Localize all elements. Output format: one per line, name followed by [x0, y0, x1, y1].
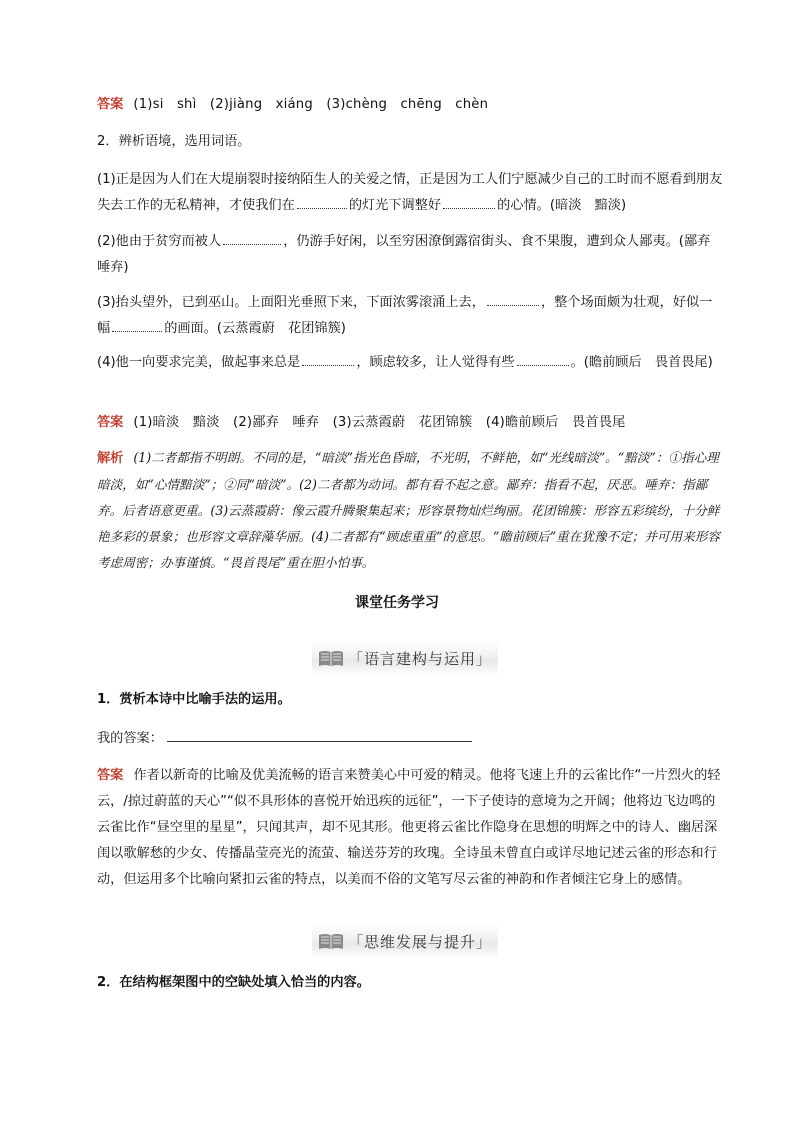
answer-text: (1)暗淡 黯淡 (2)鄙弃 唾弃 (3)云蒸霞蔚 花团锦簇 (4)瞻前顾后 畏首畏尾 — [133, 415, 626, 430]
banner-text: 「语言建构与运用」 — [347, 649, 492, 668]
analysis-text: (1)二者都指不明朗。不同的是，“暗淡”指光色昏暗，不光明，不鲜艳，如“光线暗淡”。“黯淡”：①指心理暗淡，如“心情黯淡”；②同“暗淡”。(2)二者都为动词。都有看不起之意。鄙弃：指看不起，厌恶。唾弃：指鄙弃。后者语意更重。(3)云蒸霞蔚：像云霞升腾聚集起来；形容景物灿烂绚丽。花团锦簇：形容五彩缤纷，十分鲜艳多彩的景象；也形容文章辞藻华丽。(4)二者都有“顾虑重重”的意思。“瞻前顾后”重在犹豫不定；并可用来形容考虑周密；办事谨慎。“畏首畏尾”重在胆小怕事。 — [97, 450, 720, 570]
item-text: 的灯光下调整好 — [348, 198, 442, 213]
answer-tag: 答案 — [97, 415, 124, 430]
question-2-item-4 — [97, 350, 723, 376]
item-text: 。(瞻前顾后 畏首畏尾) — [570, 355, 713, 370]
item-text: ，整个场面颇为壮观，好似一幅 — [97, 295, 713, 336]
item-text: ，仍游手好闲，以至穷困潦倒露宿街头、食不果腹，遭到众人鄙夷。(鄙弃 唾弃) — [97, 234, 724, 275]
analysis — [97, 445, 723, 576]
fill-blank[interactable] — [517, 351, 569, 366]
fill-blank[interactable] — [297, 194, 347, 209]
item-text: ，顾虑较多，让人觉得有些 — [356, 355, 515, 370]
my-answer-label: 我的答案： — [97, 731, 163, 746]
item-text: (4)他一向要求完美，做起事来总是 — [97, 355, 301, 370]
task-2-title: 2．在结构框架图中的空缺处填入恰当的内容。 — [97, 975, 370, 990]
fill-blank[interactable] — [223, 230, 281, 245]
task-1-title: 1．赏析本诗中比喻手法的运用。 — [97, 692, 291, 707]
section-banner-thinking — [312, 924, 498, 958]
fill-blank[interactable] — [443, 194, 495, 209]
answer-text: 作者以新奇的比喻及优美流畅的语言来赞美心中可爱的精灵。他将飞速上升的云雀比作“一片烈火的轻云，/掠过蔚蓝的天心”“似不具形体的喜悦开始迅疾的远征”，一下子使诗的意境为之开阔；他将边飞边鸣的云雀比作“昼空里的星星”，只闻其声，却不见其形。他更将云雀比作隐身在思想的明辉之中的诗人、幽居深闺以歌解愁的少女、传播晶莹亮光的流萤、输送芬芳的玫瑰。全诗虽未曾直白或详尽地记述云雀的形态和行动，但运用多个比喻向紧扣云雀的特点，以美而不俗的文笔写尽云雀的神韵和作者倾注它身上的感情。 — [97, 768, 721, 887]
answer-tag: 答案 — [97, 97, 124, 112]
item-text: 的画面。(云蒸霞蔚 花团锦簇) — [164, 321, 346, 336]
book-icon — [318, 932, 344, 950]
item-text: (3)抬头望外，已到巫山。上面阳光垂照下来，下面浓雾滚涌上去， — [97, 295, 485, 310]
fill-blank[interactable] — [112, 317, 162, 332]
answer-tag: 答案 — [97, 768, 124, 783]
question-2-item-1 — [97, 167, 723, 219]
item-text: 的心情。(暗淡 黯淡) — [497, 198, 627, 213]
section-banner-language — [312, 641, 498, 675]
question-2-item-3 — [97, 290, 723, 342]
question-2-title: 2．辨析语境，选用词语。 — [97, 134, 251, 149]
my-answer-input[interactable] — [167, 727, 472, 742]
task-1-answer — [97, 763, 723, 893]
item-text: (2)他由于贫穷而被人 — [97, 234, 222, 249]
analysis-tag: 解析 — [97, 451, 124, 466]
question-2-item-2 — [97, 229, 723, 281]
answer-2 — [97, 410, 723, 436]
answer-1 — [97, 92, 723, 118]
fill-blank[interactable] — [302, 351, 354, 366]
fill-blank[interactable] — [487, 291, 539, 306]
section-title: 课堂任务学习 — [355, 595, 439, 611]
book-icon — [318, 649, 344, 667]
banner-text: 「思维发展与提升」 — [347, 932, 492, 951]
answer-text: (1)si shì (2)jiàng xiáng (3)chèng chēng chèn — [133, 97, 489, 112]
my-answer-row — [97, 726, 723, 752]
item-text: (1)正是因为人们在大堤崩裂时接纳陌生人的关爱之情，正是因为工人们宁愿减少自己的工时而不愿看到朋友失去工作的无私精神，才使我们在 — [97, 172, 723, 213]
